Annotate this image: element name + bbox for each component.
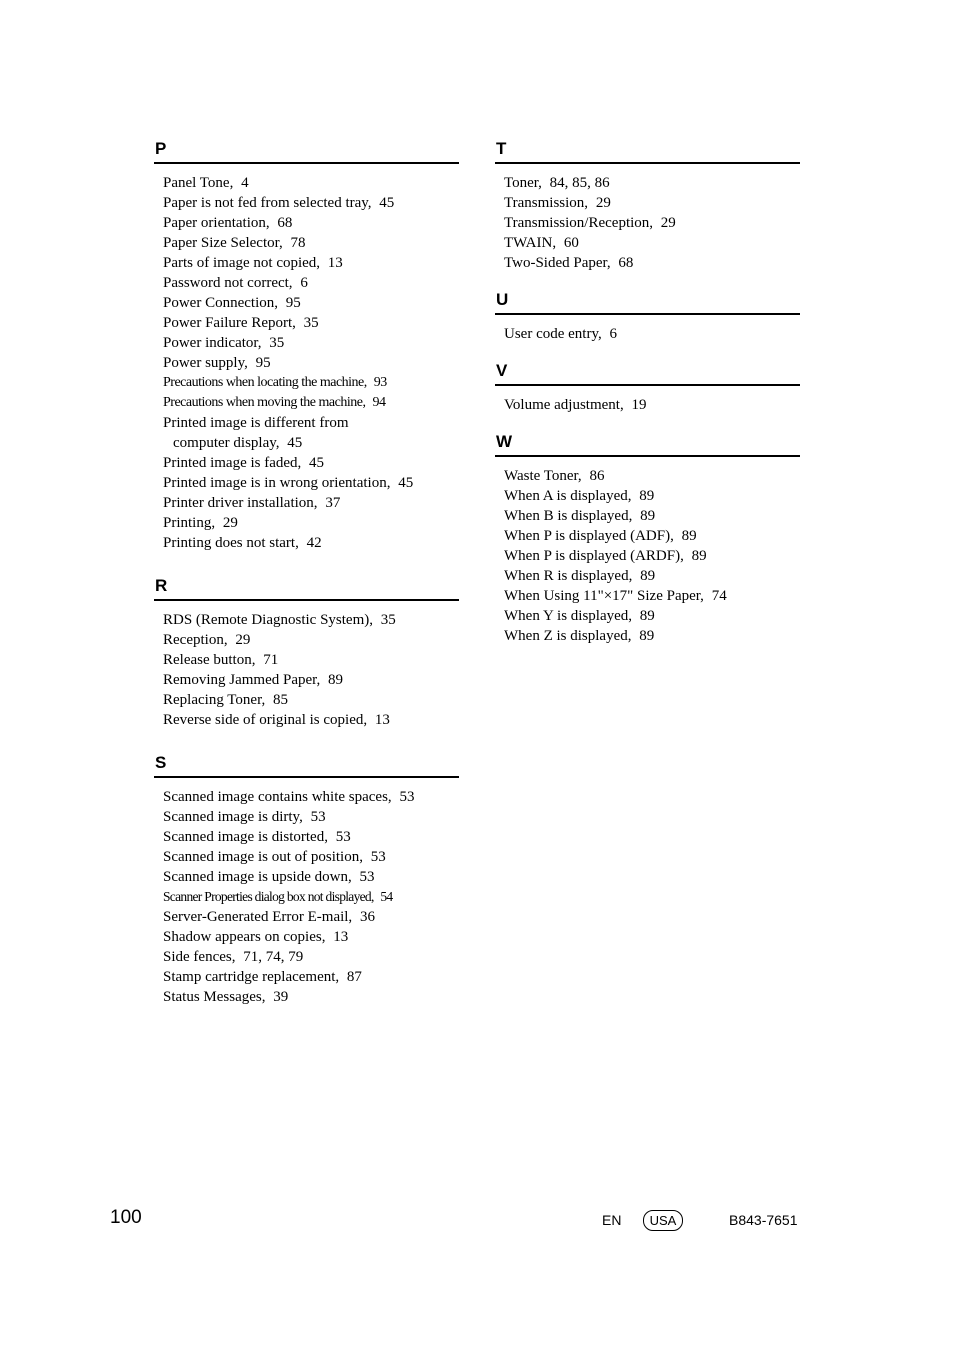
- entry-list: [495, 324, 800, 344]
- index-entry: [154, 987, 459, 1007]
- page-number: 100: [110, 1207, 142, 1228]
- index-section-s: [154, 752, 459, 1007]
- index-entry-page: 45: [398, 475, 414, 491]
- index-entry-page: 89: [640, 568, 656, 584]
- index-entry-page: 35: [269, 335, 285, 351]
- index-entry-page: 86: [589, 468, 605, 484]
- index-entry-term: Scanned image contains white spaces,: [163, 789, 392, 805]
- index-entry-term: Scanned image is dirty,: [163, 809, 303, 825]
- index-entry-term: Removing Jammed Paper,: [163, 672, 321, 688]
- index-entry-page: 29: [660, 215, 676, 231]
- index-entry: [154, 807, 459, 827]
- index-entry-page: 4: [241, 175, 249, 191]
- index-entry: [495, 233, 800, 253]
- index-entry: [154, 867, 459, 887]
- section-rule: [154, 776, 459, 778]
- section-letter: V: [496, 361, 508, 380]
- index-entry-page: 89: [639, 488, 655, 504]
- index-entry-term: Printed image is different from: [163, 415, 349, 431]
- index-entry-page: 95: [255, 355, 271, 371]
- index-entry: [154, 333, 459, 353]
- index-entry: [154, 433, 459, 453]
- index-entry-term: TWAIN,: [504, 235, 557, 251]
- index-entry: [154, 293, 459, 313]
- index-entry: [495, 466, 800, 486]
- index-entry-page: 78: [290, 235, 306, 251]
- index-entry-term: When Y is displayed,: [504, 608, 633, 624]
- index-section-v: [495, 360, 800, 415]
- section-letter: W: [496, 432, 513, 451]
- index-entry: [154, 533, 459, 553]
- index-entry: [154, 213, 459, 233]
- index-entry-page: 29: [235, 632, 251, 648]
- entry-list: [154, 173, 459, 553]
- index-entry-page: 42: [306, 535, 322, 551]
- index-entry-page: 95: [285, 295, 301, 311]
- index-entry: [154, 313, 459, 333]
- index-entry-term: Two-Sided Paper,: [504, 255, 611, 271]
- index-entry-term: Waste Toner,: [504, 468, 582, 484]
- index-column-right: [495, 138, 800, 646]
- index-entry-page: 37: [325, 495, 341, 511]
- index-entry-term: Parts of image not copied,: [163, 255, 321, 271]
- index-entry-page: 45: [309, 455, 325, 471]
- index-entry-term: Printing,: [163, 515, 216, 531]
- index-entry-term: Status Messages,: [163, 989, 266, 1005]
- index-entry-term: Scanned image is distorted,: [163, 829, 328, 845]
- index-entry-term: Printer driver installation,: [163, 495, 318, 511]
- index-entry-page: 89: [328, 672, 344, 688]
- index-entry-term: When P is displayed (ADF),: [504, 528, 674, 544]
- index-entry-term: Server-Generated Error E-mail,: [163, 909, 353, 925]
- index-entry-page: 68: [618, 255, 634, 271]
- index-entry-term: computer display,: [173, 435, 280, 451]
- index-entry: [154, 393, 459, 413]
- index-section-p: [154, 138, 459, 553]
- index-section-u: [495, 289, 800, 344]
- index-entry: [154, 630, 459, 650]
- index-entry-page: 36: [359, 909, 375, 925]
- index-entry: [495, 506, 800, 526]
- section-letter: T: [496, 139, 507, 158]
- index-entry: [154, 650, 459, 670]
- index-entry: [154, 353, 459, 373]
- index-section-w: [495, 431, 800, 646]
- section-letter: R: [155, 576, 168, 595]
- index-entry: [154, 610, 459, 630]
- index-entry-term: Scanner Properties dialog box not displayed,: [163, 889, 374, 904]
- index-entry: [154, 787, 459, 807]
- index-entry-page: 89: [639, 608, 655, 624]
- index-entry-term: Printed image is in wrong orientation,: [163, 475, 391, 491]
- index-entry-term: Scanned image is upside down,: [163, 869, 352, 885]
- section-letter: S: [155, 753, 167, 772]
- index-entry-page: 89: [691, 548, 707, 564]
- index-entry-term: Paper Size Selector,: [163, 235, 283, 251]
- section-rule: [495, 162, 800, 164]
- index-entry: [495, 626, 800, 646]
- index-entry-page: 35: [303, 315, 319, 331]
- index-entry: [495, 566, 800, 586]
- index-entry-term: When R is displayed,: [504, 568, 633, 584]
- index-entry: [154, 670, 459, 690]
- index-entry-page: 84, 85, 86: [549, 175, 610, 191]
- index-entry-page: 13: [327, 255, 343, 271]
- entry-list: [495, 395, 800, 415]
- index-entry: [495, 606, 800, 626]
- footer-document-code: B843-7651: [729, 1212, 798, 1228]
- section-letter: U: [496, 290, 509, 309]
- index-entry-term: Paper is not fed from selected tray,: [163, 195, 372, 211]
- index-entry: [154, 827, 459, 847]
- index-entry-term: Volume adjustment,: [504, 397, 624, 413]
- index-entry: [154, 453, 459, 473]
- footer-region-badge: USA: [643, 1210, 683, 1231]
- index-entry-term: When B is displayed,: [504, 508, 633, 524]
- index-entry-page: 60: [563, 235, 579, 251]
- index-entry-page: 74: [711, 588, 727, 604]
- entry-list: [154, 610, 459, 730]
- index-entry-page: 94: [372, 395, 386, 410]
- index-entry-term: Printing does not start,: [163, 535, 299, 551]
- index-entry-page: 85: [272, 692, 288, 708]
- index-entry-page: 53: [359, 869, 375, 885]
- index-entry: [495, 324, 800, 344]
- index-entry: [495, 395, 800, 415]
- index-entry: [154, 273, 459, 293]
- index-entry: [495, 253, 800, 273]
- index-entry-term: Paper orientation,: [163, 215, 270, 231]
- index-entry: [154, 927, 459, 947]
- index-entry-term: Transmission,: [504, 195, 589, 211]
- index-entry: [154, 473, 459, 493]
- entry-list: [495, 466, 800, 646]
- index-entry-page: 53: [399, 789, 415, 805]
- index-entry-page: 29: [595, 195, 611, 211]
- index-entry-term: Power supply,: [163, 355, 248, 371]
- index-entry-term: Printed image is faded,: [163, 455, 302, 471]
- index-entry-term: Power indicator,: [163, 335, 262, 351]
- index-section-r: [154, 575, 459, 730]
- index-entry: [154, 847, 459, 867]
- section-rule: [154, 162, 459, 164]
- index-entry-page: 54: [380, 889, 393, 904]
- index-column-left: [154, 138, 459, 1007]
- index-entry-term: RDS (Remote Diagnostic System),: [163, 612, 373, 628]
- index-entry-page: 53: [310, 809, 326, 825]
- index-entry: [495, 173, 800, 193]
- index-entry: [495, 526, 800, 546]
- section-rule: [495, 384, 800, 386]
- index-entry: [154, 413, 459, 433]
- index-entry-page: 68: [277, 215, 293, 231]
- section-rule: [495, 455, 800, 457]
- index-entry-term: Reverse side of original is copied,: [163, 712, 368, 728]
- index-entry: [154, 967, 459, 987]
- index-entry-page: 89: [640, 508, 656, 524]
- index-entry-term: Release button,: [163, 652, 256, 668]
- index-entry: [154, 233, 459, 253]
- index-entry: [154, 907, 459, 927]
- index-entry-term: When P is displayed (ARDF),: [504, 548, 684, 564]
- index-entry-page: 45: [287, 435, 303, 451]
- index-entry-page: 45: [379, 195, 395, 211]
- index-entry-page: 89: [639, 628, 655, 644]
- section-rule: [154, 599, 459, 601]
- index-entry-term: Power Connection,: [163, 295, 278, 311]
- index-entry-page: 13: [333, 929, 349, 945]
- index-entry: [154, 193, 459, 213]
- index-entry: [154, 373, 459, 393]
- footer-language: EN: [602, 1212, 622, 1228]
- index-entry-page: 29: [222, 515, 238, 531]
- section-letter: P: [155, 139, 167, 158]
- section-rule: [495, 313, 800, 315]
- index-entry: [154, 173, 459, 193]
- entry-list: [154, 787, 459, 1007]
- index-entry-page: 71: [263, 652, 279, 668]
- index-entry-term: Replacing Toner,: [163, 692, 266, 708]
- index-entry-term: Precautions when moving the machine,: [163, 395, 366, 410]
- index-entry-page: 87: [346, 969, 362, 985]
- index-entry-term: Scanned image is out of position,: [163, 849, 363, 865]
- index-entry-term: User code entry,: [504, 326, 602, 342]
- index-entry-term: Panel Tone,: [163, 175, 234, 191]
- index-entry-page: 71, 74, 79: [243, 949, 304, 965]
- index-entry: [154, 887, 459, 907]
- index-entry-term: Reception,: [163, 632, 228, 648]
- index-entry-page: 19: [631, 397, 647, 413]
- index-entry: [154, 710, 459, 730]
- index-entry-page: 39: [273, 989, 289, 1005]
- index-entry-term: Side fences,: [163, 949, 236, 965]
- index-entry-page: 93: [373, 375, 387, 390]
- index-entry: [495, 213, 800, 233]
- index-entry: [154, 947, 459, 967]
- index-entry: [495, 486, 800, 506]
- index-entry-term: When Z is displayed,: [504, 628, 632, 644]
- index-entry-page: 6: [300, 275, 308, 291]
- index-entry: [154, 690, 459, 710]
- index-entry: [154, 253, 459, 273]
- index-entry: [495, 193, 800, 213]
- index-entry-term: Password not correct,: [163, 275, 293, 291]
- index-entry-term: Stamp cartridge replacement,: [163, 969, 340, 985]
- index-entry-page: 35: [380, 612, 396, 628]
- index-entry-page: 53: [335, 829, 351, 845]
- index-entry-term: Transmission/Reception,: [504, 215, 654, 231]
- entry-list: [495, 173, 800, 273]
- index-entry: [495, 546, 800, 566]
- index-entry: [495, 586, 800, 606]
- index-section-t: [495, 138, 800, 273]
- index-entry-page: 13: [374, 712, 390, 728]
- index-entry-term: Power Failure Report,: [163, 315, 296, 331]
- index-entry-term: Shadow appears on copies,: [163, 929, 326, 945]
- index-entry-page: 53: [370, 849, 386, 865]
- index-entry-term: Toner,: [504, 175, 542, 191]
- index-entry-term: When A is displayed,: [504, 488, 632, 504]
- index-entry-term: Precautions when locating the machine,: [163, 375, 367, 390]
- index-entry: [154, 493, 459, 513]
- index-entry-page: 6: [609, 326, 617, 342]
- index-entry-page: 89: [681, 528, 697, 544]
- index-entry: [154, 513, 459, 533]
- index-entry-term: When Using 11"×17" Size Paper,: [504, 588, 704, 604]
